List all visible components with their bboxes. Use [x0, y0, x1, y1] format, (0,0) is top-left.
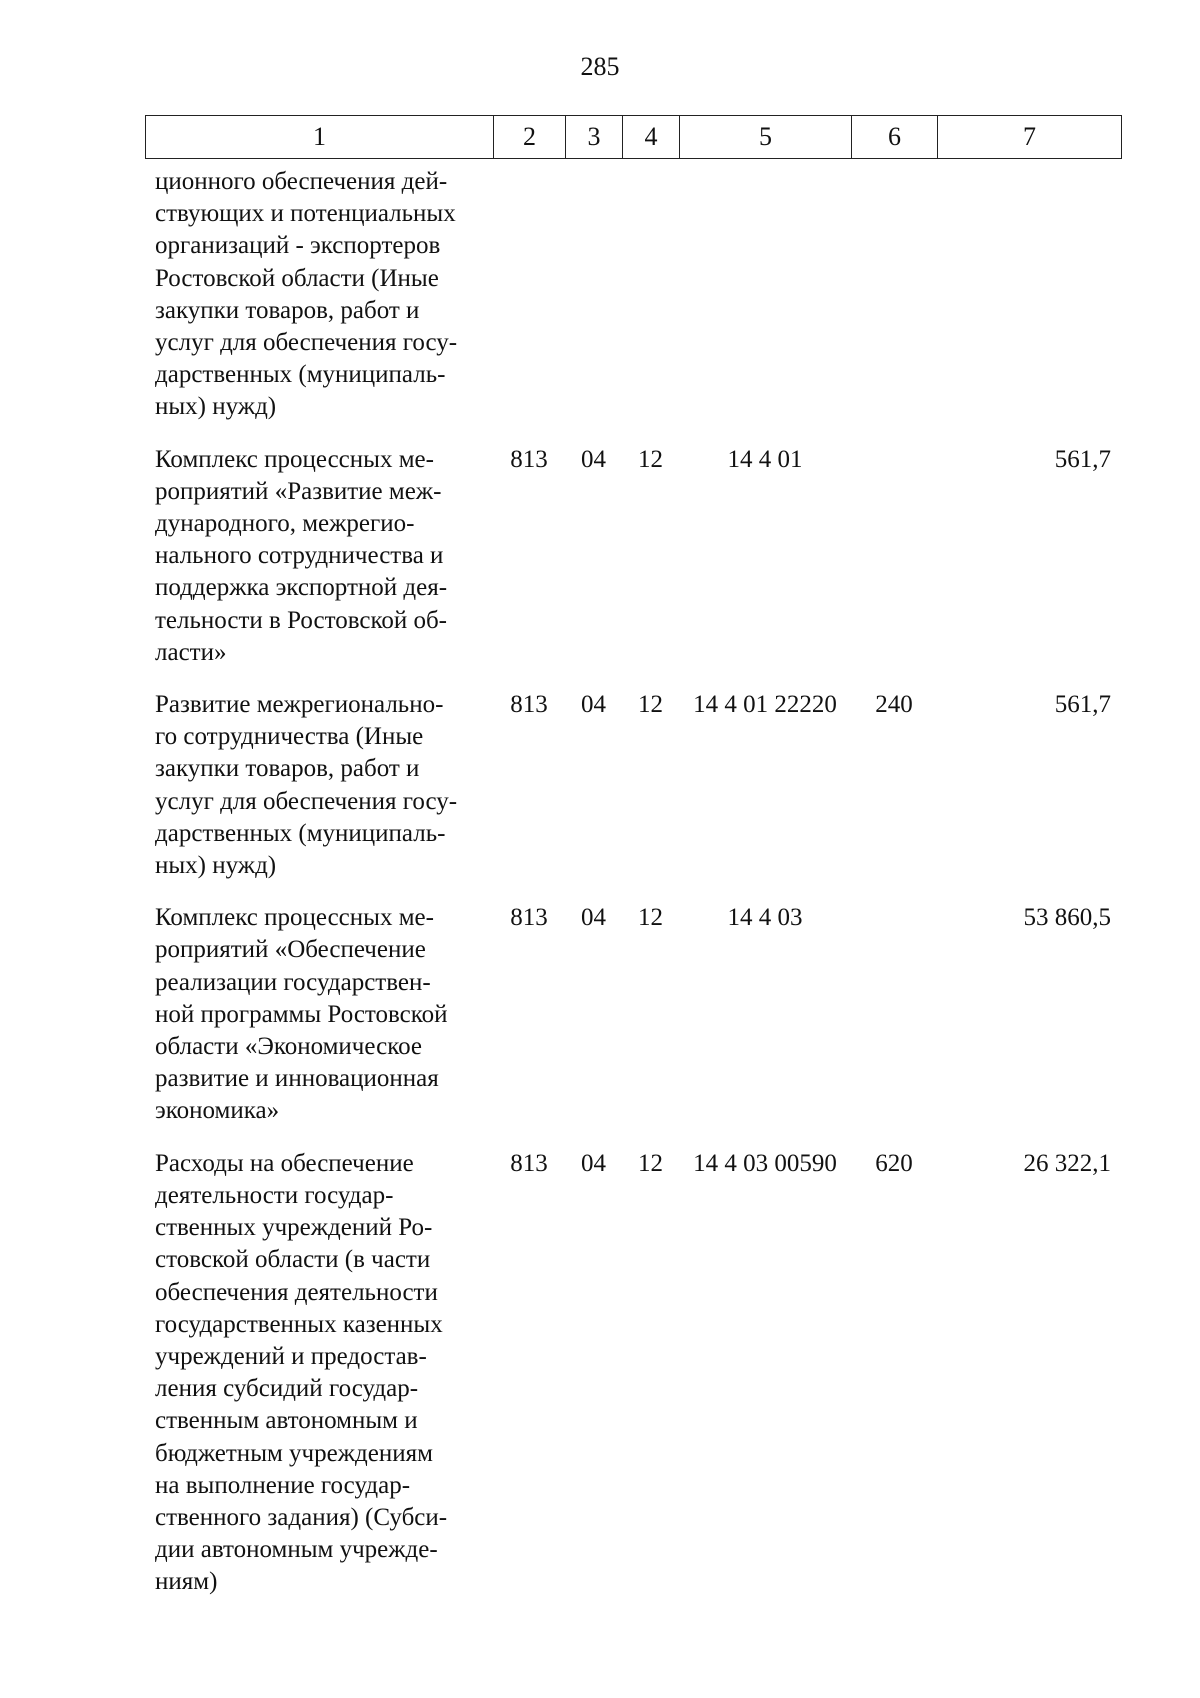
column-header-3: 3 — [566, 116, 623, 159]
row-target-article-code: 14 4 03 00590 — [693, 1149, 837, 1177]
table-row — [145, 902, 1121, 1127]
row-description — [145, 689, 493, 882]
description-line: ционного обеспечения дей- — [155, 168, 448, 195]
description-line: Расходы на обеспечение — [155, 1149, 414, 1177]
table-row — [145, 444, 1121, 669]
table-body — [145, 166, 1121, 1599]
column-header-7: 7 — [938, 116, 1122, 159]
description-line: услуг для обеспечения госу- — [155, 787, 458, 815]
row-subchapter-code: 12 — [638, 904, 663, 932]
column-header-6: 6 — [852, 116, 938, 159]
description-line: экономика» — [155, 1097, 280, 1125]
table-row — [145, 1148, 1121, 1599]
row-section-code: 813 — [510, 691, 548, 719]
row-amount: 561,7 — [1054, 691, 1111, 719]
description-line: учреждений и предостав- — [155, 1342, 427, 1370]
row-chapter-code: 04 — [581, 691, 606, 719]
description-line: роприятий «Развитие меж- — [155, 477, 442, 505]
row-target-article-code: 14 4 03 — [727, 904, 803, 932]
row-chapter-code: 04 — [581, 1149, 606, 1177]
row-expense-type-code: 620 — [875, 1149, 913, 1177]
row-chapter-code: 04 — [581, 904, 606, 932]
description-line: ления субсидий государ- — [155, 1375, 419, 1403]
description-line: нального сотрудничества и — [155, 542, 444, 570]
row-chapter-code: 04 — [581, 445, 606, 473]
row-description — [145, 444, 493, 669]
row-expense-type-code: 240 — [875, 691, 913, 719]
description-line: дарственных (муниципаль- — [155, 819, 446, 847]
description-line: ствующих и потенциальных — [155, 200, 456, 228]
description-line: обеспечения деятельности — [155, 1278, 438, 1306]
row-section-code: 813 — [510, 904, 548, 932]
description-line: области «Экономическое — [155, 1033, 422, 1061]
description-line: государственных казенных — [155, 1310, 443, 1338]
description-line: закупки товаров, работ и — [155, 755, 420, 783]
description-line: Развитие межрегионально- — [155, 691, 444, 719]
column-header-4: 4 — [623, 116, 680, 159]
row-description — [145, 902, 493, 1127]
description-line: Комплекс процессных ме- — [155, 445, 434, 473]
description-line: роприятий «Обеспечение — [155, 936, 426, 964]
description-line: деятельности государ- — [155, 1181, 394, 1209]
description-line: ственных учреждений Ро- — [155, 1214, 433, 1242]
row-description — [145, 1148, 493, 1599]
column-header-table — [145, 115, 1122, 159]
description-line: закупки товаров, работ и — [155, 296, 420, 324]
description-line: на выполнение государ- — [155, 1471, 411, 1499]
description-line: дарственных (муниципаль- — [155, 361, 446, 389]
description-line: реализации государствен- — [155, 968, 431, 996]
row-subchapter-code: 12 — [638, 691, 663, 719]
description-line: бюджетным учреждениям — [155, 1439, 433, 1467]
description-line: дии автономным учрежде- — [155, 1536, 438, 1564]
description-line: ниям) — [155, 1568, 218, 1596]
row-description — [145, 166, 493, 424]
row-amount: 561,7 — [1054, 445, 1111, 473]
description-line: развитие и инновационная — [155, 1065, 439, 1093]
table-row — [145, 689, 1121, 882]
description-line: тельности в Ростовской об- — [155, 606, 448, 634]
description-line: Комплекс процессных ме- — [155, 904, 434, 932]
description-line: поддержка экспортной дея- — [155, 574, 448, 602]
page-number: 285 — [580, 52, 620, 81]
column-header-row — [146, 116, 1122, 159]
row-subchapter-code: 12 — [638, 445, 663, 473]
description-line: ственного задания) (Субси- — [155, 1503, 448, 1531]
description-line: ласти» — [155, 638, 227, 666]
row-target-article-code: 14 4 01 — [727, 445, 803, 473]
column-header-2: 2 — [494, 116, 566, 159]
description-line: ственным автономным и — [155, 1407, 418, 1435]
row-section-code: 813 — [510, 1149, 548, 1177]
description-line: ных) нужд) — [155, 393, 277, 421]
description-line: организаций - экспортеров — [155, 232, 441, 260]
description-line: Ростовской области (Иные — [155, 264, 439, 292]
description-line: ных) нужд) — [155, 852, 277, 880]
description-line: го сотрудничества (Иные — [155, 723, 424, 751]
description-line: услуг для обеспечения госу- — [155, 329, 458, 357]
column-header-1: 1 — [146, 116, 494, 159]
description-line: стовской области (в части — [155, 1246, 431, 1274]
row-amount: 53 860,5 — [1023, 904, 1111, 932]
row-target-article-code: 14 4 01 22220 — [693, 691, 837, 719]
description-line: ной программы Ростовской — [155, 1000, 448, 1028]
column-header-5: 5 — [680, 116, 852, 159]
row-section-code: 813 — [510, 445, 548, 473]
table-row — [145, 166, 1121, 424]
row-subchapter-code: 12 — [638, 1149, 663, 1177]
row-amount: 26 322,1 — [1023, 1149, 1111, 1177]
description-line: дународного, межрегио- — [155, 510, 415, 538]
